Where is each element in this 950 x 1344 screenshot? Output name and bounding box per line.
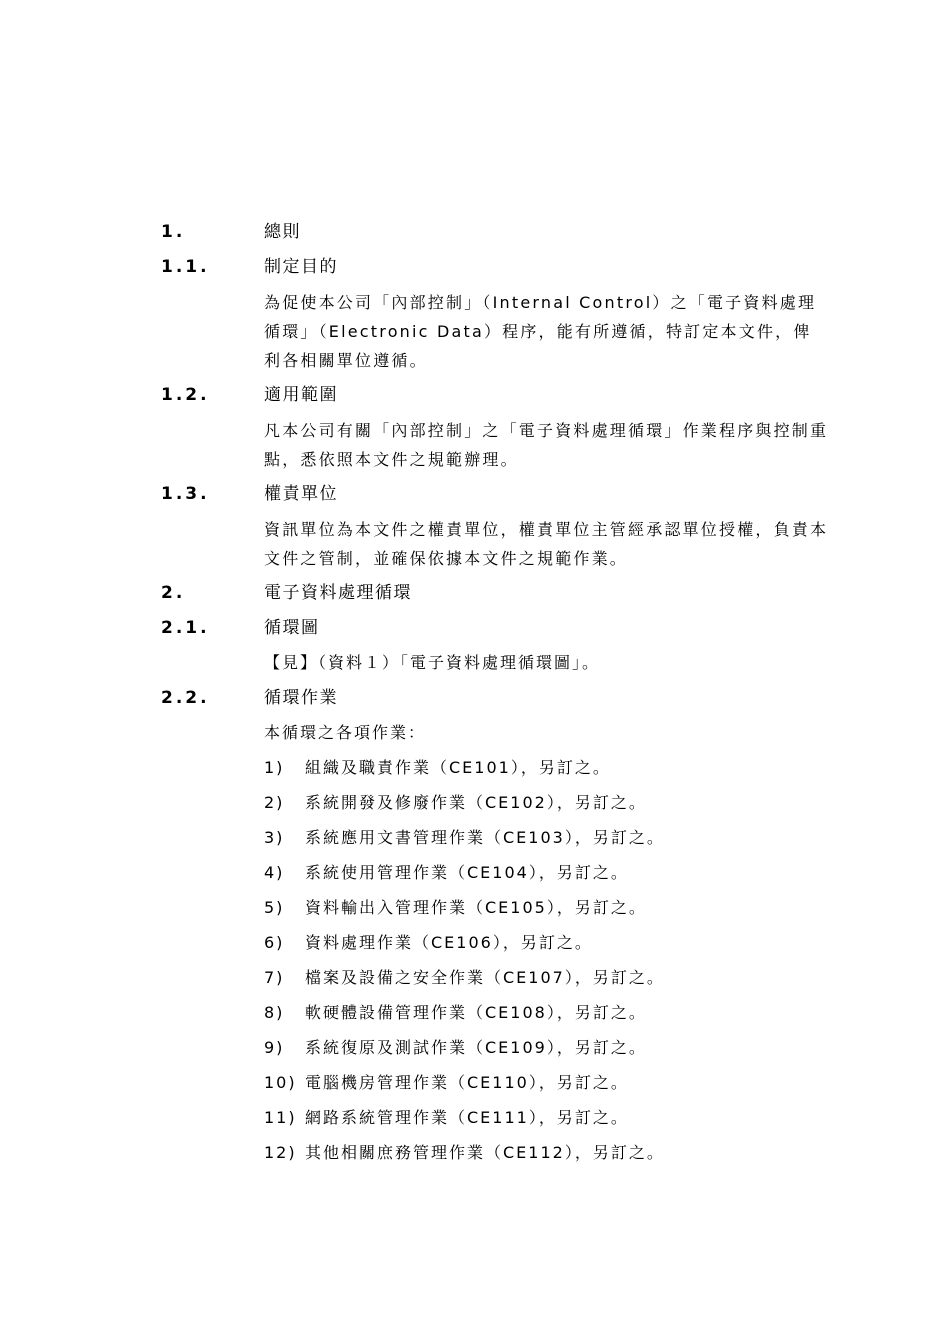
subsection-number: 1.1. xyxy=(161,257,210,277)
subsection-number: 2.2. xyxy=(161,688,210,708)
list-item xyxy=(264,931,593,955)
body-line: 資訊單位為本文件之權責單位，權責單位主管經承認單位授權，負責本 xyxy=(264,520,829,539)
subsection-title: 權責單位 xyxy=(264,484,338,504)
list-item-text: 電腦機房管理作業（CE110），另訂之。 xyxy=(305,1073,629,1092)
list-item-number: 4) xyxy=(264,863,285,882)
body-line: 文件之管制，並確保依據本文件之規範作業。 xyxy=(264,549,629,568)
intro-line: 本循環之各項作業： xyxy=(264,723,427,742)
list-item xyxy=(264,826,665,850)
list-item xyxy=(264,1071,629,1095)
list-item-number: 11) xyxy=(264,1108,297,1127)
section-title: 電子資料處理循環 xyxy=(264,583,412,603)
list-item xyxy=(264,861,629,885)
list-item-text: 系統開發及修廢作業（CE102），另訂之。 xyxy=(305,793,647,812)
list-item-number: 12) xyxy=(264,1143,297,1162)
list-item-text: 其他相關庶務管理作業（CE112），另訂之。 xyxy=(305,1143,665,1162)
subsection-number: 1.3. xyxy=(161,484,210,504)
list-item-text: 系統應用文書管理作業（CE103），另訂之。 xyxy=(305,828,665,847)
body-line: 點，悉依照本文件之規範辦理。 xyxy=(264,450,519,469)
list-item xyxy=(264,1036,647,1060)
body-line: 為促使本公司「內部控制」（Internal Control）之「電子資料處理 xyxy=(264,293,817,312)
list-item xyxy=(264,756,611,780)
list-item-text: 網路系統管理作業（CE111），另訂之。 xyxy=(305,1108,629,1127)
list-item-number: 9) xyxy=(264,1038,285,1057)
section-number: 2. xyxy=(161,583,186,603)
list-item-text: 系統復原及測試作業（CE109），另訂之。 xyxy=(305,1038,647,1057)
subsection-title: 制定目的 xyxy=(264,257,338,277)
body-line: 凡本公司有關「內部控制」之「電子資料處理循環」作業程序與控制重 xyxy=(264,421,829,440)
body-line: 利各相關單位遵循。 xyxy=(264,351,428,370)
list-item xyxy=(264,1106,629,1130)
subsection-number: 1.2. xyxy=(161,385,210,405)
list-item-number: 6) xyxy=(264,933,285,952)
list-item-text: 系統使用管理作業（CE104），另訂之。 xyxy=(305,863,629,882)
list-item xyxy=(264,791,647,815)
list-item-number: 8) xyxy=(264,1003,285,1022)
list-item-text: 軟硬體設備管理作業（CE108），另訂之。 xyxy=(305,1003,647,1022)
list-item-text: 資料處理作業（CE106），另訂之。 xyxy=(305,933,593,952)
list-item-number: 5) xyxy=(264,898,285,917)
list-item-number: 10) xyxy=(264,1073,297,1092)
list-item xyxy=(264,1001,647,1025)
subsection-title: 適用範圍 xyxy=(264,385,338,405)
subsection-title: 循環圖 xyxy=(264,618,320,638)
subsection-title: 循環作業 xyxy=(264,688,338,708)
body-line: 【見】（資料１）「電子資料處理循環圖」。 xyxy=(264,653,601,672)
list-item-number: 1) xyxy=(264,758,285,777)
list-item-text: 組織及職責作業（CE101），另訂之。 xyxy=(305,758,611,777)
list-item-number: 2) xyxy=(264,793,285,812)
list-item xyxy=(264,1141,665,1165)
body-line: 循環」（Electronic Data）程序，能有所遵循，特訂定本文件，俾 xyxy=(264,322,812,341)
list-item xyxy=(264,966,665,990)
list-item-text: 資料輸出入管理作業（CE105），另訂之。 xyxy=(305,898,647,917)
subsection-number: 2.1. xyxy=(161,618,210,638)
list-item-number: 7) xyxy=(264,968,285,987)
list-item-number: 3) xyxy=(264,828,285,847)
section-number: 1. xyxy=(161,222,186,242)
section-title: 總則 xyxy=(264,222,301,242)
list-item xyxy=(264,896,647,920)
list-item-text: 檔案及設備之安全作業（CE107），另訂之。 xyxy=(305,968,665,987)
